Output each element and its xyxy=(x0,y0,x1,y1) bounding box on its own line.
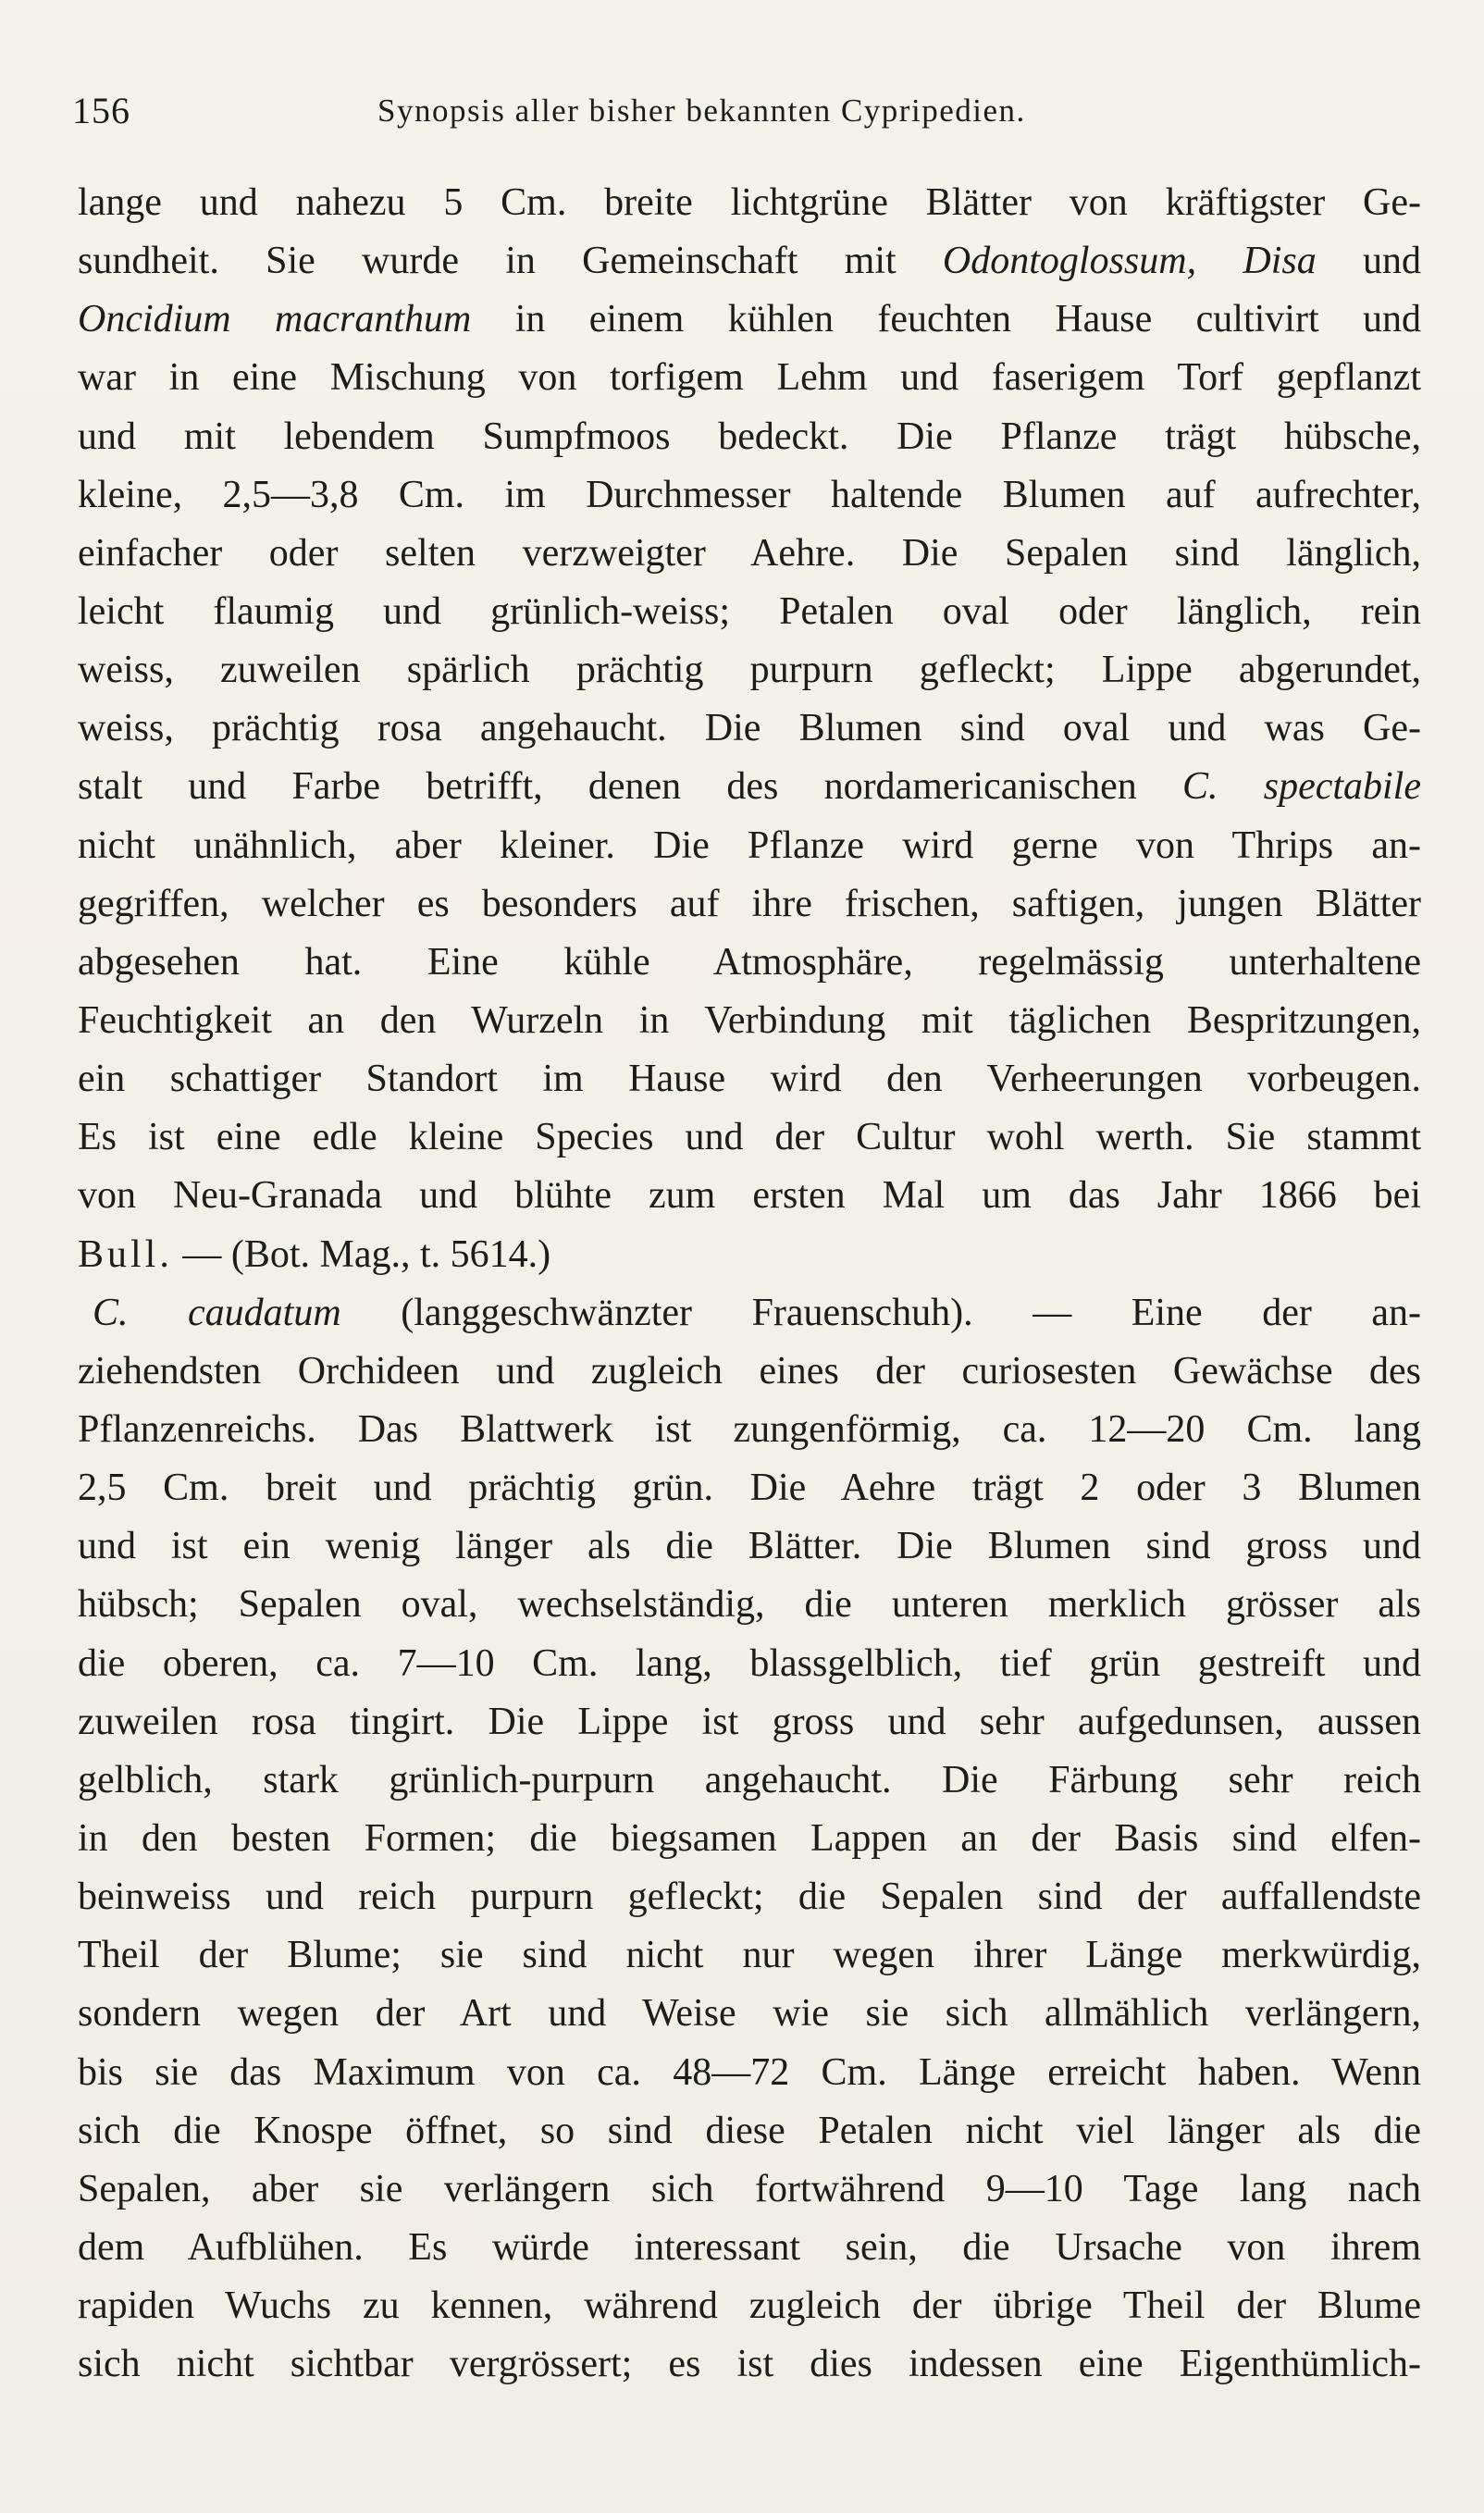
text-line: leicht flaumig und grünlich-weiss; Petalen oval oder länglich, rein xyxy=(78,589,1421,633)
text-line xyxy=(78,1226,1421,1284)
italic-taxon: Odontoglossum, Disa xyxy=(942,240,1317,283)
text-line: Sepalen, aber sie verlängern sich fortwährend 9—10 Tage lang nach xyxy=(78,2167,1421,2210)
citation: — (Bot. Mag., t. 5614.) xyxy=(172,1232,551,1276)
page-number: 156 xyxy=(72,90,130,131)
italic-taxon: Oncidium macranthum xyxy=(78,298,472,341)
text-line: einfacher oder selten verzweigter Aehre. Die Sepalen sind länglich, xyxy=(78,531,1421,575)
text-line: sondern wegen der Art und Weise wie sie sich allmählich verlängern, xyxy=(78,1992,1421,2036)
text-line: weiss, prächtig rosa angehaucht. Die Blumen sind oval und was Ge- xyxy=(78,707,1421,750)
author-name: Bull. xyxy=(78,1232,173,1276)
text-line: Pflanzenreichs. Das Blattwerk ist zungenförmig, ca. 12—20 Cm. lang xyxy=(78,1407,1421,1451)
line-text: stalt und Farbe betrifft, denen des nordamericanischen xyxy=(78,765,1182,809)
text-line: sich nicht sichtbar vergrössert; es ist dies indessen eine Eigenthümlich- xyxy=(78,2343,1421,2386)
italic-taxon: C. caudatum xyxy=(93,1291,341,1334)
line-text: und xyxy=(1316,240,1421,283)
text-line: beinweiss und reich purpurn gefleckt; die Sepalen sind der auffallendste xyxy=(78,1875,1421,1919)
text-line: und mit lebendem Sumpfmoos bedeckt. Die Pflanze trägt hübsche, xyxy=(78,415,1421,458)
text-line: 2,5 Cm. breit und prächtig grün. Die Aehre trägt 2 oder 3 Blumen xyxy=(78,1467,1421,1510)
text-line: Feuchtigkeit an den Wurzeln in Verbindung mit täglichen Bespritzungen, xyxy=(78,998,1421,1042)
text-line: weiss, zuweilen spärlich prächtig purpurn gefleckt; Lippe abgerundet, xyxy=(78,649,1421,692)
text-line: hübsch; Sepalen oval, wechselständig, die unteren merklich grösser als xyxy=(78,1583,1421,1627)
text-line: war in eine Mischung von torfigem Lehm und faserigem Torf gepflanzt xyxy=(78,356,1421,400)
line-text: in einem kühlen feuchten Hause cultivirt und xyxy=(471,298,1421,341)
line-text: sundheit. Sie wurde in Gemeinschaft mit xyxy=(78,240,943,283)
text-line: nicht unähnlich, aber kleiner. Die Pflanze wird gerne von Thrips an- xyxy=(78,823,1421,867)
text-line: lange und nahezu 5 Cm. breite lichtgrüne Blätter von kräftigster Ge- xyxy=(78,181,1421,224)
running-title: Synopsis aller bisher bekannten Cypripedien. xyxy=(377,93,1026,129)
text-line: Theil der Blume; sie sind nicht nur wegen ihrer Länge merkwürdig, xyxy=(78,1934,1421,1977)
italic-taxon: C. spectabile xyxy=(1181,765,1421,809)
text-line: sich die Knospe öffnet, so sind diese Petalen nicht viel länger als die xyxy=(78,2109,1421,2152)
text-line: kleine, 2,5—3,8 Cm. im Durchmesser haltende Blumen auf aufrechter, xyxy=(78,473,1421,516)
text-line xyxy=(78,758,1421,816)
text-line: Es ist eine edle kleine Species und der Cultur wohl werth. Sie stammt xyxy=(78,1116,1421,1159)
text-line: abgesehen hat. Eine kühle Atmosphäre, regelmässig unterhaltene xyxy=(78,940,1421,984)
text-line xyxy=(78,232,1421,291)
text-line: die oberen, ca. 7—10 Cm. lang, blassgelblich, tief grün gestreift und xyxy=(78,1641,1421,1685)
text-line: von Neu-Granada und blühte zum ersten Mal um das Jahr 1866 bei xyxy=(78,1174,1421,1218)
text-line xyxy=(78,1284,1421,1343)
text-line: ein schattiger Standort im Hause wird den Verheerungen vorbeugen. xyxy=(78,1058,1421,1101)
text-line: ziehendsten Orchideen und zugleich eines der curiosesten Gewächse des xyxy=(78,1349,1421,1393)
body-text xyxy=(78,174,1421,2394)
text-line: in den besten Formen; die biegsamen Lappen an der Basis sind elfen- xyxy=(78,1816,1421,1860)
text-line: zuweilen rosa tingirt. Die Lippe ist gross und sehr aufgedunsen, aussen xyxy=(78,1700,1421,1743)
text-line: gelblich, stark grünlich-purpurn angehaucht. Die Färbung sehr reich xyxy=(78,1758,1421,1801)
text-line: rapiden Wuchs zu kennen, während zugleich der übrige Theil der Blume xyxy=(78,2284,1421,2328)
text-line: und ist ein wenig länger als die Blätter. Die Blumen sind gross und xyxy=(78,1525,1421,1568)
line-text: (langgeschwänzter Frauenschuh). — Eine der an- xyxy=(340,1291,1421,1334)
page-header xyxy=(72,89,1428,144)
text-line: dem Aufblühen. Es würde interessant sein, die Ursache von ihrem xyxy=(78,2225,1421,2269)
text-line xyxy=(78,291,1421,349)
text-line: gegriffen, welcher es besonders auf ihre frischen, saftigen, jungen Blätter xyxy=(78,882,1421,925)
text-line: bis sie das Maximum von ca. 48—72 Cm. Länge erreicht haben. Wenn xyxy=(78,2050,1421,2094)
